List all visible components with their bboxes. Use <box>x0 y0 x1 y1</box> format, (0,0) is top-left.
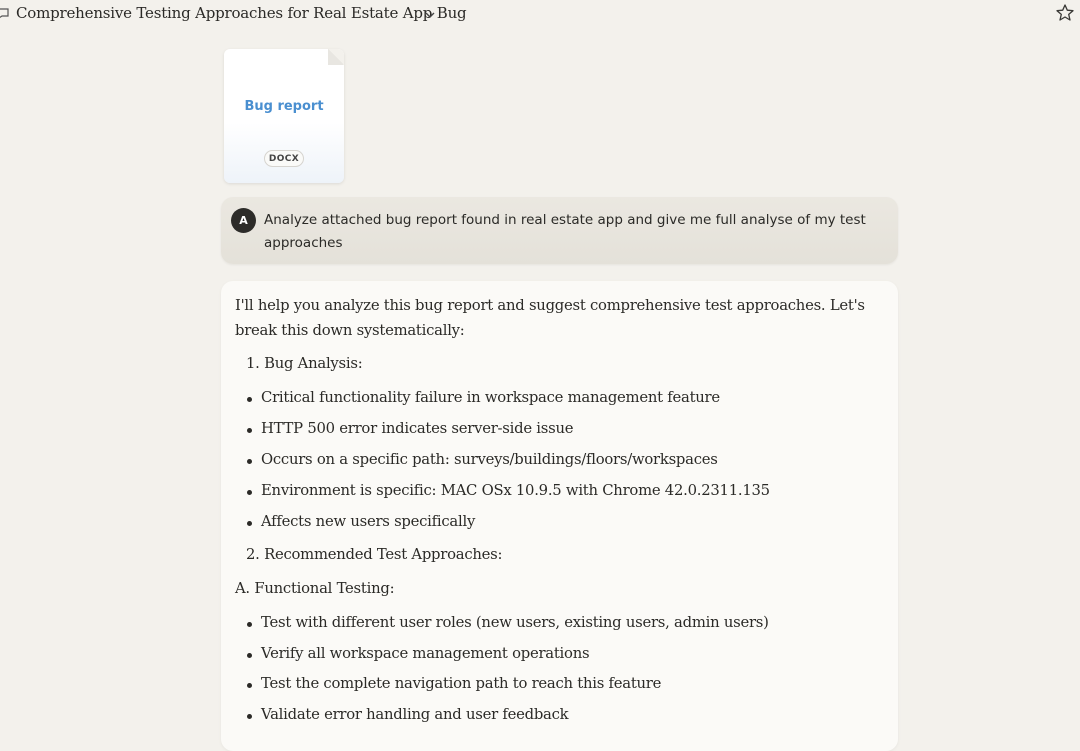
list-item: Test with different user roles (new users, existing users, admin users) <box>261 614 769 631</box>
bullet-dot <box>247 490 252 495</box>
list-item: Environment is specific: MAC OSx 10.9.5 with Chrome 42.0.2311.135 <box>261 482 770 499</box>
reply-intro: I'll help you analyze this bug report and suggest comprehensive test approaches. Let's break this down systematically: <box>235 297 865 339</box>
section-heading: 2. Recommended Test Approaches: <box>246 546 503 563</box>
assistant-reply <box>221 281 898 751</box>
user-message <box>221 197 898 264</box>
top-bar <box>0 0 1080 30</box>
chevron-down-icon[interactable] <box>424 9 436 21</box>
subsection-heading: A. Functional Testing: <box>235 580 395 597</box>
star-icon[interactable] <box>1055 3 1075 23</box>
bullet-dot <box>247 653 252 658</box>
chat-title[interactable]: Comprehensive Testing Approaches for Real Estate App Bug <box>16 4 467 22</box>
bullet-dot <box>247 459 252 464</box>
list-item: HTTP 500 error indicates server-side issue <box>261 420 574 437</box>
bullet-dot <box>247 683 252 688</box>
file-type-badge: DOCX <box>264 150 304 167</box>
bullet-dot <box>247 428 252 433</box>
chat-icon <box>0 6 10 20</box>
bullet-dot <box>247 622 252 627</box>
attachment-card[interactable] <box>224 49 344 183</box>
list-item: Occurs on a specific path: surveys/buildings/floors/workspaces <box>261 451 718 468</box>
list-item: Test the complete navigation path to reach this feature <box>261 675 662 692</box>
list-item: Critical functionality failure in workspace management feature <box>261 389 720 406</box>
user-message-text: Analyze attached bug report found in real estate app and give me full analyse of my test approaches <box>264 212 866 251</box>
section-heading: 1. Bug Analysis: <box>246 355 363 372</box>
list-item: Affects new users specifically <box>261 513 476 530</box>
avatar: A <box>231 208 256 233</box>
bullet-dot <box>247 521 252 526</box>
file-corner-fold <box>328 49 344 65</box>
attachment-name: Bug report <box>244 99 324 114</box>
list-item: Verify all workspace management operations <box>261 645 590 662</box>
bullet-dot <box>247 714 252 719</box>
list-item: Validate error handling and user feedback <box>261 706 569 723</box>
bullet-dot <box>247 397 252 402</box>
